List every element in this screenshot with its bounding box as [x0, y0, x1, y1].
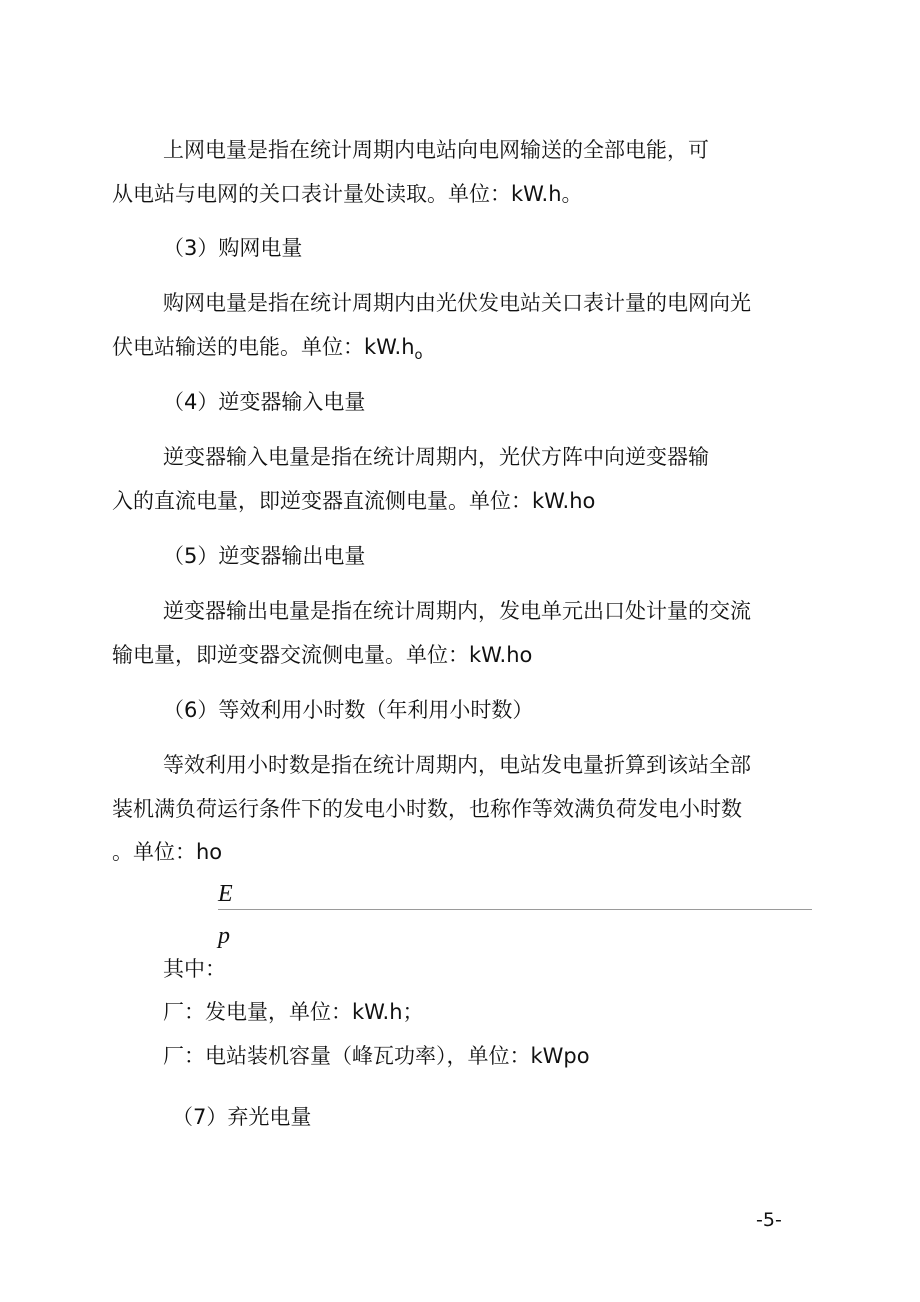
purchase-line1: 购网电量是指在统计周期内由光伏发电站关口表计量的电网向光 [163, 291, 751, 315]
page-number: -5- [756, 1209, 782, 1231]
purchase-line2-subscript: o [414, 348, 423, 363]
formula-denominator: p [218, 923, 230, 949]
equivalent-hours-line2: 装机满负荷运行条件下的发电小时数，也称作等效满负荷发电小时数 [112, 797, 742, 821]
purchase-line2 [112, 334, 422, 369]
inverter-input-heading: （4）逆变器输入电量 [163, 390, 366, 414]
curtailment-heading: （7）弃光电量 [172, 1105, 312, 1129]
grid-energy-line2: 从电站与电网的关口表计量处读取。单位：kW.h。 [112, 182, 583, 206]
equivalent-hours-heading: （6）等效利用小时数（年利用小时数） [163, 698, 534, 722]
definition-capacity: 厂：电站装机容量（峰瓦功率），单位：kWpo [163, 1044, 590, 1068]
where-label: 其中： [163, 957, 226, 981]
inverter-output-line2: 输电量，即逆变器交流侧电量。单位：kW.ho [112, 643, 533, 667]
inverter-output-heading: （5）逆变器输出电量 [163, 544, 366, 568]
grid-energy-line1: 上网电量是指在统计周期内电站向电网输送的全部电能，可 [163, 138, 709, 162]
inverter-output-line1: 逆变器输出电量是指在统计周期内，发电单元出口处计量的交流 [163, 599, 751, 623]
inverter-input-line1: 逆变器输入电量是指在统计周期内，光伏方阵中向逆变器输 [163, 445, 709, 469]
equivalent-hours-line3: 。单位：ho [112, 840, 223, 864]
inverter-input-line2: 入的直流电量，即逆变器直流侧电量。单位：kW.ho [112, 489, 596, 513]
formula-numerator: E [218, 881, 233, 907]
purchase-heading: （3）购网电量 [163, 236, 303, 260]
definition-energy: 厂：发电量，单位：kW.h； [163, 1000, 424, 1024]
purchase-line2-text: 伏电站输送的电能。单位：kW.h [112, 335, 415, 359]
formula-fraction-bar [218, 909, 812, 910]
equivalent-hours-line1: 等效利用小时数是指在统计周期内，电站发电量折算到该站全部 [163, 753, 751, 777]
